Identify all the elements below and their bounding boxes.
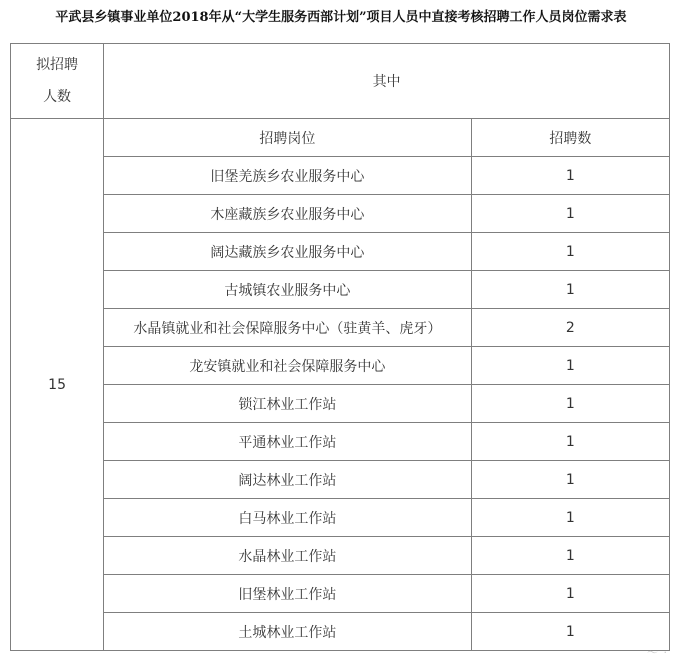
count-cell: 2: [471, 309, 669, 347]
count-cell: 1: [471, 195, 669, 233]
count-cell: 1: [471, 575, 669, 613]
subheader-count: 招聘数: [471, 119, 669, 157]
document-title: 平武县乡镇事业单位2018年从“大学生服务西部计划”项目人员中直接考核招聘工作人员岗位需求表: [55, 10, 627, 25]
position-cell: 土城林业工作站: [104, 613, 472, 651]
position-cell: 旧堡林业工作站: [104, 575, 472, 613]
table-row: [11, 271, 670, 309]
count-cell: 1: [471, 537, 669, 575]
position-cell: 龙安镇就业和社会保障服务中心: [104, 347, 472, 385]
watermark-logo: ～ ·: [647, 646, 668, 659]
position-cell: 阔达林业工作站: [104, 461, 472, 499]
subheader-position: 招聘岗位: [104, 119, 472, 157]
table-row: [11, 347, 670, 385]
count-cell: 1: [471, 461, 669, 499]
table-row: [11, 423, 670, 461]
header-total-line2: 人数: [43, 89, 72, 105]
position-cell: 古城镇农业服务中心: [104, 271, 472, 309]
table-row: [11, 309, 670, 347]
count-cell: 1: [471, 613, 669, 651]
table-row: [11, 195, 670, 233]
table-row: [11, 233, 670, 271]
position-cell: 木座藏族乡农业服务中心: [104, 195, 472, 233]
header-total-recruits: [11, 44, 104, 119]
position-cell: 旧堡羌族乡农业服务中心: [104, 157, 472, 195]
table-row: [11, 575, 670, 613]
total-recruits-cell: 15: [11, 119, 104, 651]
table-subheader-row: [11, 119, 670, 157]
count-cell: 1: [471, 385, 669, 423]
header-group-among: 其中: [104, 44, 670, 119]
position-cell: 水晶林业工作站: [104, 537, 472, 575]
header-total-line1: 拟招聘: [36, 57, 79, 73]
position-cell: 锁江林业工作站: [104, 385, 472, 423]
table-row: [11, 157, 670, 195]
position-cell: 白马林业工作站: [104, 499, 472, 537]
count-cell: 1: [471, 499, 669, 537]
table-row: [11, 461, 670, 499]
position-cell: 平通林业工作站: [104, 423, 472, 461]
count-cell: 1: [471, 423, 669, 461]
count-cell: 1: [471, 347, 669, 385]
table-row: [11, 499, 670, 537]
position-cell: 阔达藏族乡农业服务中心: [104, 233, 472, 271]
table-header-row: [11, 44, 670, 119]
count-cell: 1: [471, 271, 669, 309]
count-cell: 1: [471, 233, 669, 271]
table-row: [11, 613, 670, 651]
table-row: [11, 385, 670, 423]
position-cell: 水晶镇就业和社会保障服务中心（驻黄羊、虎牙）: [104, 309, 472, 347]
table-row: [11, 537, 670, 575]
job-requirements-table: [10, 43, 670, 651]
count-cell: 1: [471, 157, 669, 195]
